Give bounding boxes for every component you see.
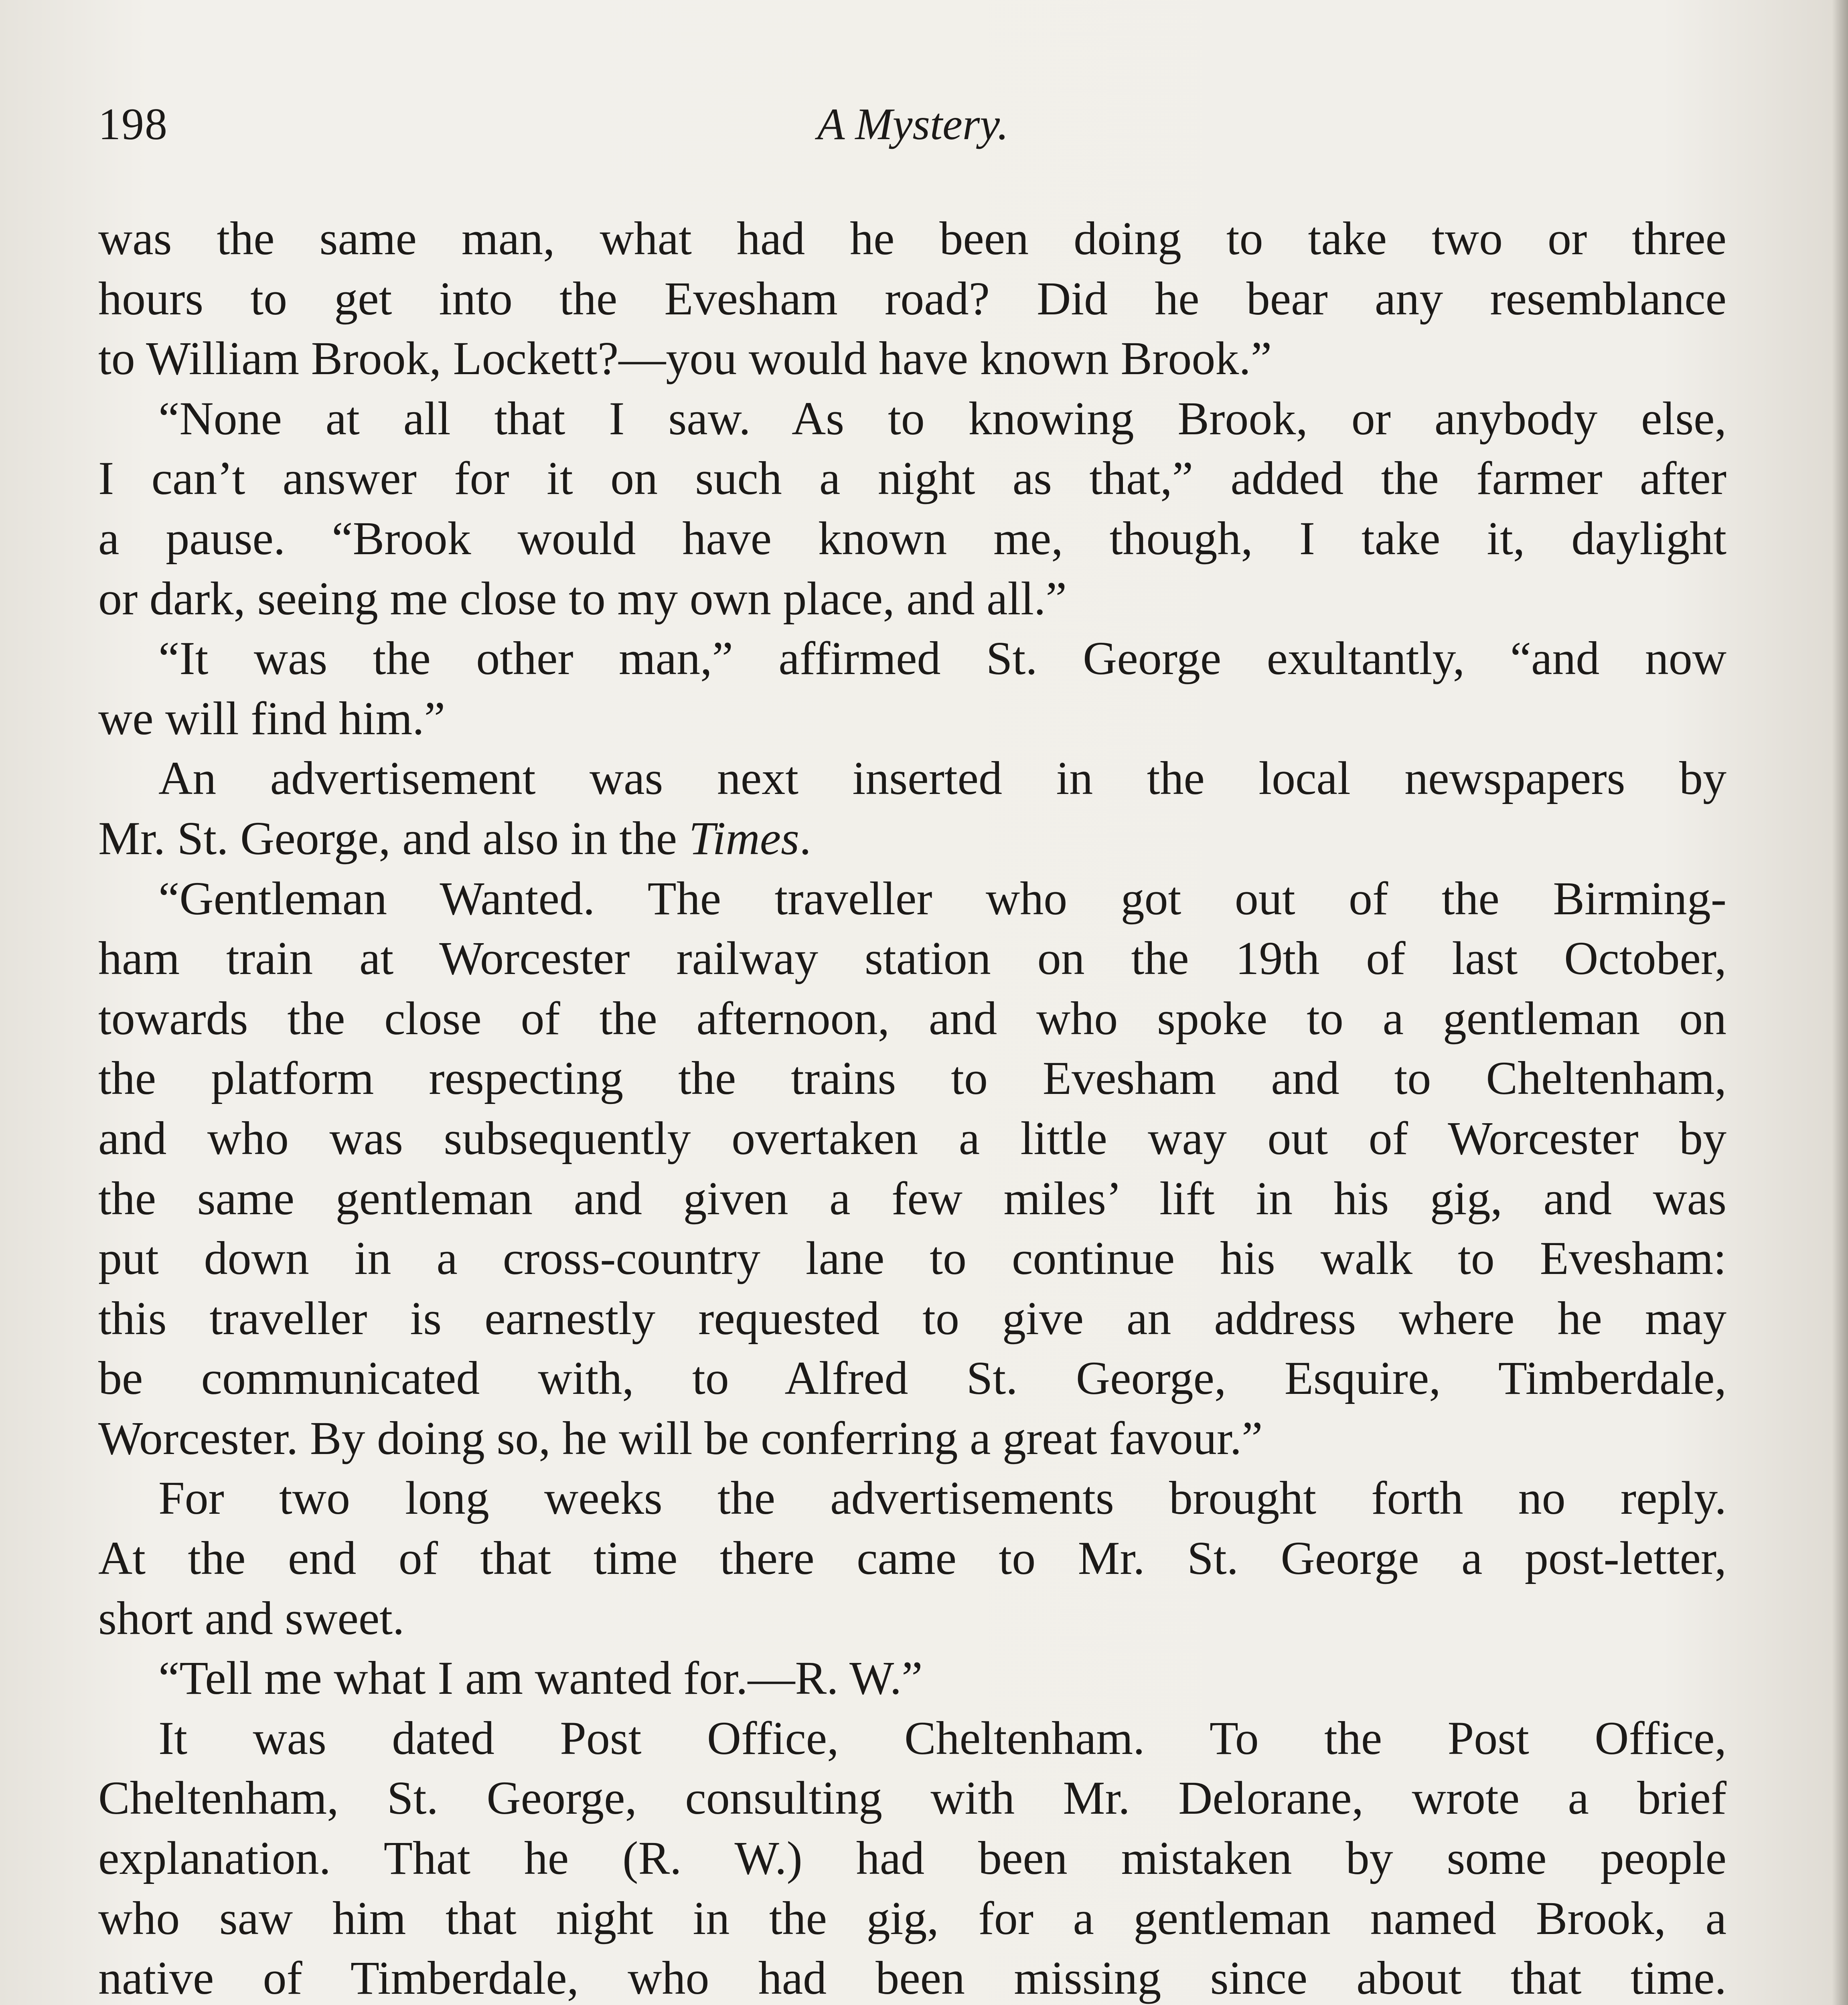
text-line: Worcester. By doing so, he will be conferring a great favour.” xyxy=(98,1412,1263,1464)
text-line: we will find him.” xyxy=(98,692,446,745)
text-line: hours to get into the Evesham road? Did he bear any resemblance xyxy=(98,272,1726,325)
text-line: I can’t answer for it on such a night as that,” added the farmer after xyxy=(98,452,1726,505)
text-line: An advertisement was next inserted in the local newspapers by xyxy=(158,752,1726,805)
text-line: For two long weeks the advertisements brought forth no reply. xyxy=(158,1472,1726,1525)
text-line: put down in a cross-country lane to continue his walk to Evesham: xyxy=(98,1232,1726,1285)
text-line: a pause. “Brook would have known me, though, I take it, daylight xyxy=(98,512,1726,565)
text-line: towards the close of the afternoon, and who spoke to a gentleman on xyxy=(98,992,1726,1045)
text-line: ham train at Worcester railway station on the 19th of last October, xyxy=(98,932,1726,985)
page-edge-shadow xyxy=(1832,0,1848,2005)
page-number: 198 xyxy=(98,99,168,149)
text-line: Cheltenham, St. George, consulting with Mr. Delorane, wrote a brief xyxy=(98,1772,1726,1825)
text-line: or dark, seeing me close to my own place, and all.” xyxy=(98,572,1067,625)
text-line: the platform respecting the trains to Evesham and to Cheltenham, xyxy=(98,1052,1726,1105)
text-line: and who was subsequently overtaken a little way out of Worcester by xyxy=(98,1112,1726,1165)
text-line: to William Brook, Lockett?—you would have known Brook.” xyxy=(98,332,1272,385)
text-line: this traveller is earnestly requested to give an address where he may xyxy=(98,1292,1726,1345)
text-line: “It was the other man,” affirmed St. George exultantly, “and now xyxy=(158,632,1726,685)
running-header xyxy=(98,92,1728,156)
text-line: native of Timberdale, who had been missing since about that time. xyxy=(98,1952,1726,2005)
text-line: At the end of that time there came to Mr. St. George a post-letter, xyxy=(98,1532,1726,1585)
text-line: be communicated with, to Alfred St. George, Esquire, Timberdale, xyxy=(98,1352,1726,1405)
text-line: “None at all that I saw. As to knowing Brook, or anybody else, xyxy=(158,392,1726,445)
text-line: “Tell me what I am wanted for.—R. W.” xyxy=(158,1652,923,1705)
text-line: short and sweet. xyxy=(98,1592,405,1645)
text-line: explanation. That he (R. W.) had been mistaken by some people xyxy=(98,1832,1726,1885)
text-line: It was dated Post Office, Cheltenham. To the Post Office, xyxy=(158,1711,1726,1764)
running-title: A Mystery. xyxy=(817,99,1009,149)
text-line: Mr. St. George, and also in the Times. xyxy=(98,812,811,865)
text-line: who saw him that night in the gig, for a gentleman named Brook, a xyxy=(98,1892,1726,1944)
body-text xyxy=(98,209,1726,2005)
text-line: was the same man, what had he been doing to take two or three xyxy=(98,212,1726,265)
text-line: the same gentleman and given a few miles’ lift in his gig, and was xyxy=(98,1172,1726,1225)
text-line: “Gentleman Wanted. The traveller who got out of the Birming- xyxy=(158,872,1726,925)
